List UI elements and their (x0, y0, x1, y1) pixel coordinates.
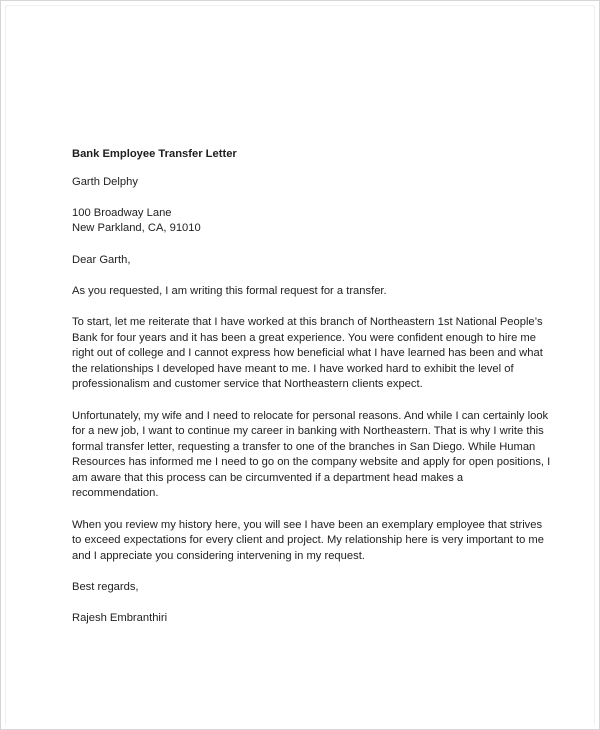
paragraph-history: When you review my history here, you will see I have been an exemplary employee that strives to exceed expectations for every client and project. My relationship here is very important to me and I appreciate you considering intervening in my request. (72, 518, 544, 562)
paragraph-relocation: Unfortunately, my wife and I need to relocate for personal reasons. And while I can certainly look for a new job, I want to continue my career in banking with Northeastern. That is why I write this formal transfer letter, requesting a transfer to one of the branches in San Diego. While Human Resources has informed me I need to go on the company website and apply for open positions, I am aware that this process can be circumvented if a department head makes a recommendation. (72, 409, 551, 500)
paragraph-experience: To start, let me reiterate that I have worked at this branch of Northeastern 1st National People’s Bank for four years and it has been a great experience. You were confident enough to hire me right out of college and I cannot express how beneficial what I have learned has been and what the relationships I developed have meant to me. I have worked hard to exhibit the level of professionalism and customer service that Northeastern clients expect. (72, 315, 543, 391)
address-line-1: 100 Broadway Lane (72, 206, 172, 219)
recipient-address (72, 206, 552, 237)
letter-title: Bank Employee Transfer Letter (72, 148, 237, 160)
letter-body (72, 147, 552, 642)
address-line-2: New Parkland, CA, 91010 (72, 222, 201, 235)
signature-name: Rajesh Embranthiri (72, 612, 168, 625)
paragraph-request: As you requested, I am writing this formal request for a transfer. (72, 284, 387, 297)
recipient-name: Garth Delphy (72, 175, 138, 188)
salutation: Dear Garth, (72, 253, 131, 266)
closing: Best regards, (72, 581, 139, 594)
